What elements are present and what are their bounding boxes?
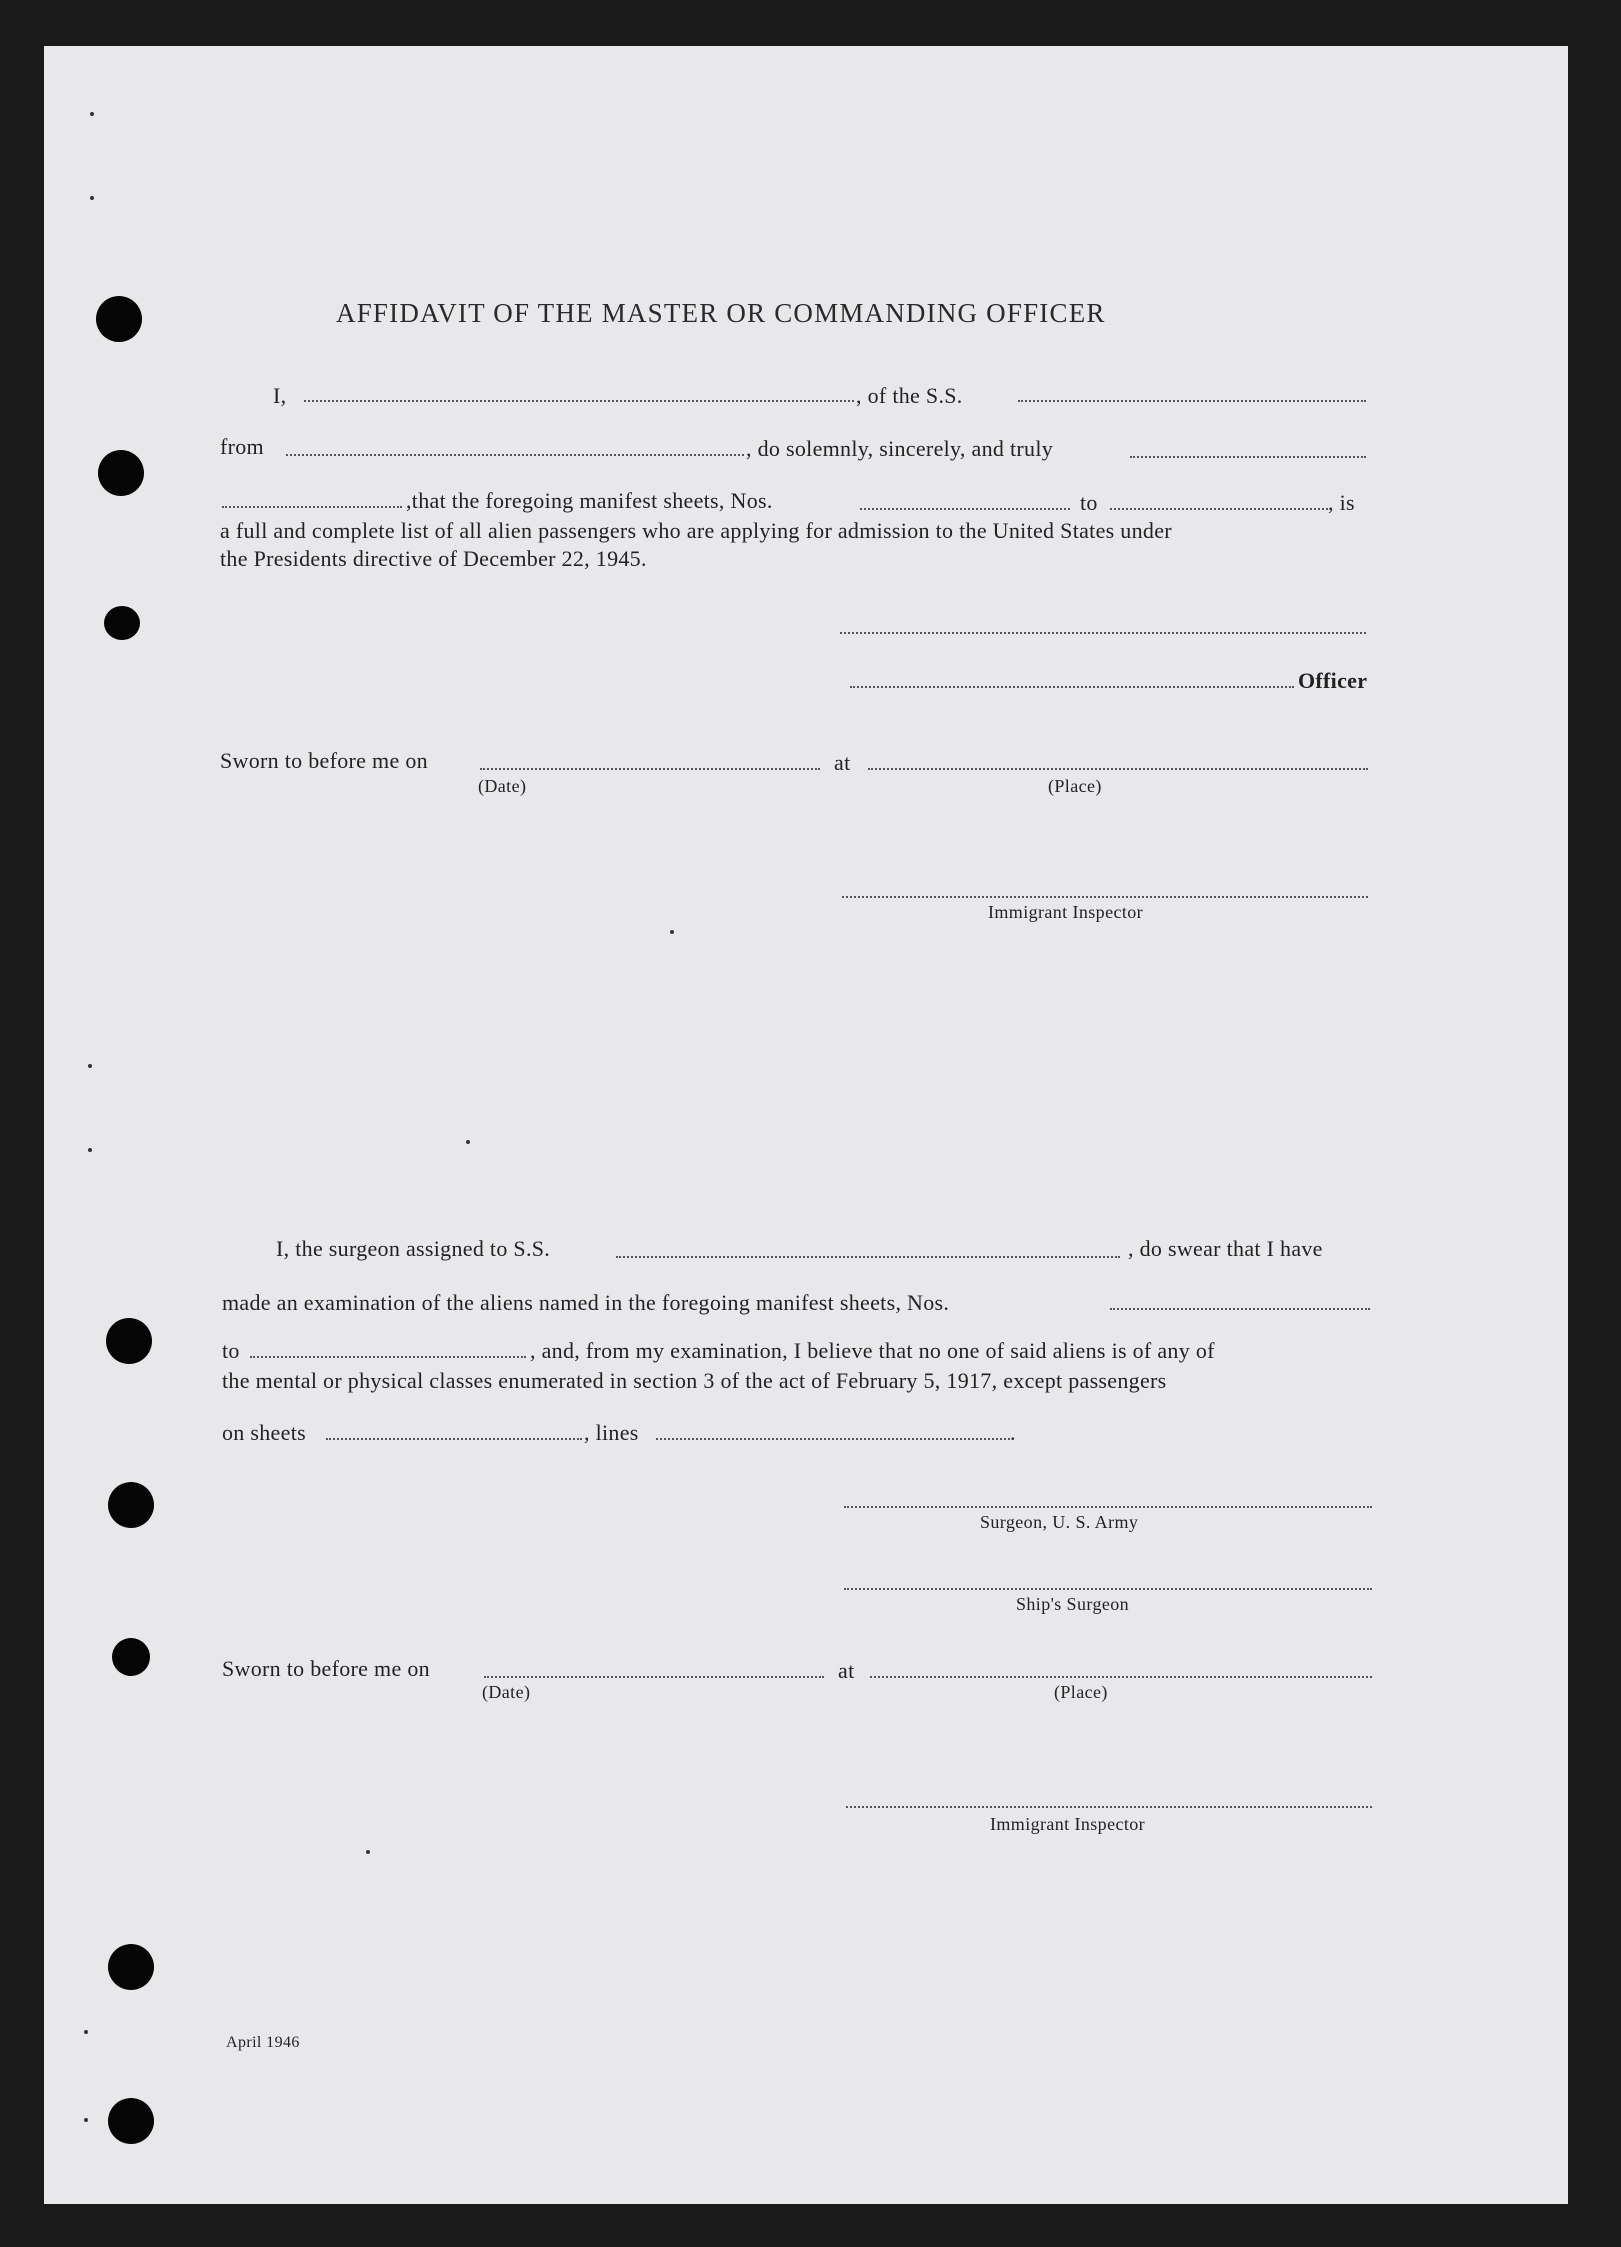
punch-hole [112, 1638, 150, 1676]
surgeon-ship-field[interactable] [616, 1256, 1120, 1258]
surgeon-line4: the mental or physical classes enumerated in section 3 of the act of February 5, 1917, except passengers [222, 1368, 1167, 1393]
master-at-label: at [834, 750, 851, 775]
punch-hole [108, 2098, 154, 2144]
speck [366, 1850, 370, 1854]
master-place-caption: (Place) [1048, 776, 1102, 796]
solemnly-label: , do solemnly, sincerely, and truly [746, 436, 1054, 461]
lines-end-period: . [1010, 1420, 1016, 1445]
master-statement-line5: the Presidents directive of December 22, 1945. [220, 546, 647, 571]
speck [84, 2030, 88, 2034]
master-inspector-label: Immigrant Inspector [988, 902, 1144, 922]
punch-hole [104, 606, 140, 640]
speck [88, 1148, 92, 1152]
except-lines-field[interactable] [656, 1438, 1010, 1440]
surgeon-sworn-label: Sworn to before me on [222, 1656, 430, 1681]
master-inspector-signature-line[interactable] [842, 896, 1368, 898]
speck [84, 2118, 88, 2122]
surgeon-sworn-place-field[interactable] [870, 1676, 1372, 1678]
master-sworn-label: Sworn to before me on [220, 748, 428, 773]
ship-name-field[interactable] [1018, 400, 1366, 402]
master-signature-line[interactable] [840, 632, 1366, 634]
surgeon-place-caption: (Place) [1054, 1682, 1108, 1702]
except-sheets-field[interactable] [326, 1438, 582, 1440]
sheets-from-field[interactable] [860, 508, 1070, 510]
form-sheet [44, 46, 1568, 2204]
surgeon-at-label: at [838, 1658, 855, 1683]
surgeon-swear-label: , do swear that I have [1128, 1236, 1323, 1261]
declare-field[interactable] [222, 506, 402, 508]
officer-label: Officer [1298, 668, 1368, 693]
surgeon-to-label: to [222, 1338, 240, 1363]
punch-hole [96, 296, 142, 342]
surgeon-sworn-date-field[interactable] [484, 1676, 824, 1678]
army-surgeon-label: Surgeon, U. S. Army [980, 1512, 1139, 1532]
speck [670, 930, 674, 934]
ship-surgeon-signature-line[interactable] [844, 1588, 1372, 1590]
surgeon-sheets-from-field[interactable] [1110, 1308, 1370, 1310]
surgeon-date-caption: (Date) [482, 1682, 531, 1702]
form-date: April 1946 [226, 2034, 300, 2051]
from-port-field[interactable] [286, 454, 744, 456]
speck [90, 112, 94, 116]
surgeon-line2: made an examination of the aliens named in the foregoing manifest sheets, Nos. [222, 1290, 950, 1315]
is-label: , is [1328, 490, 1355, 515]
speck [88, 1064, 92, 1068]
speck [466, 1140, 470, 1144]
master-of-ss-label: , of the S.S. [856, 383, 963, 408]
surgeon-line1: I, the surgeon assigned to S.S. [276, 1236, 551, 1261]
oath-field[interactable] [1130, 456, 1366, 458]
to-label: to [1080, 490, 1098, 515]
surgeon-inspector-label: Immigrant Inspector [990, 1814, 1146, 1834]
lines-label: , lines [584, 1420, 639, 1445]
on-sheets-label: on sheets [222, 1420, 306, 1445]
punch-hole [106, 1318, 152, 1364]
surgeon-inspector-signature-line[interactable] [846, 1806, 1372, 1808]
army-surgeon-signature-line[interactable] [844, 1506, 1372, 1508]
surgeon-line3: , and, from my examination, I believe that no one of said aliens is of any of [530, 1338, 1215, 1363]
master-name-field[interactable] [304, 400, 854, 402]
punch-hole [108, 1482, 154, 1528]
form-title: AFFIDAVIT OF THE MASTER OR COMMANDING OFFICER [336, 298, 1106, 328]
officer-signature-line[interactable] [850, 686, 1294, 688]
from-label: from [220, 434, 264, 459]
speck [90, 196, 94, 200]
master-date-caption: (Date) [478, 776, 527, 796]
surgeon-sheets-to-field[interactable] [250, 1356, 526, 1358]
sheets-to-field[interactable] [1110, 508, 1328, 510]
master-sworn-place-field[interactable] [868, 768, 1368, 770]
punch-hole [108, 1944, 154, 1990]
master-statement-line4: a full and complete list of all alien passengers who are applying for admission to the United States under [220, 518, 1172, 543]
punch-hole [98, 450, 144, 496]
ship-surgeon-label: Ship's Surgeon [1016, 1594, 1130, 1614]
master-sworn-date-field[interactable] [480, 768, 820, 770]
manifest-label: ,that the foregoing manifest sheets, Nos. [406, 488, 773, 513]
master-i-label: I, [273, 383, 287, 408]
